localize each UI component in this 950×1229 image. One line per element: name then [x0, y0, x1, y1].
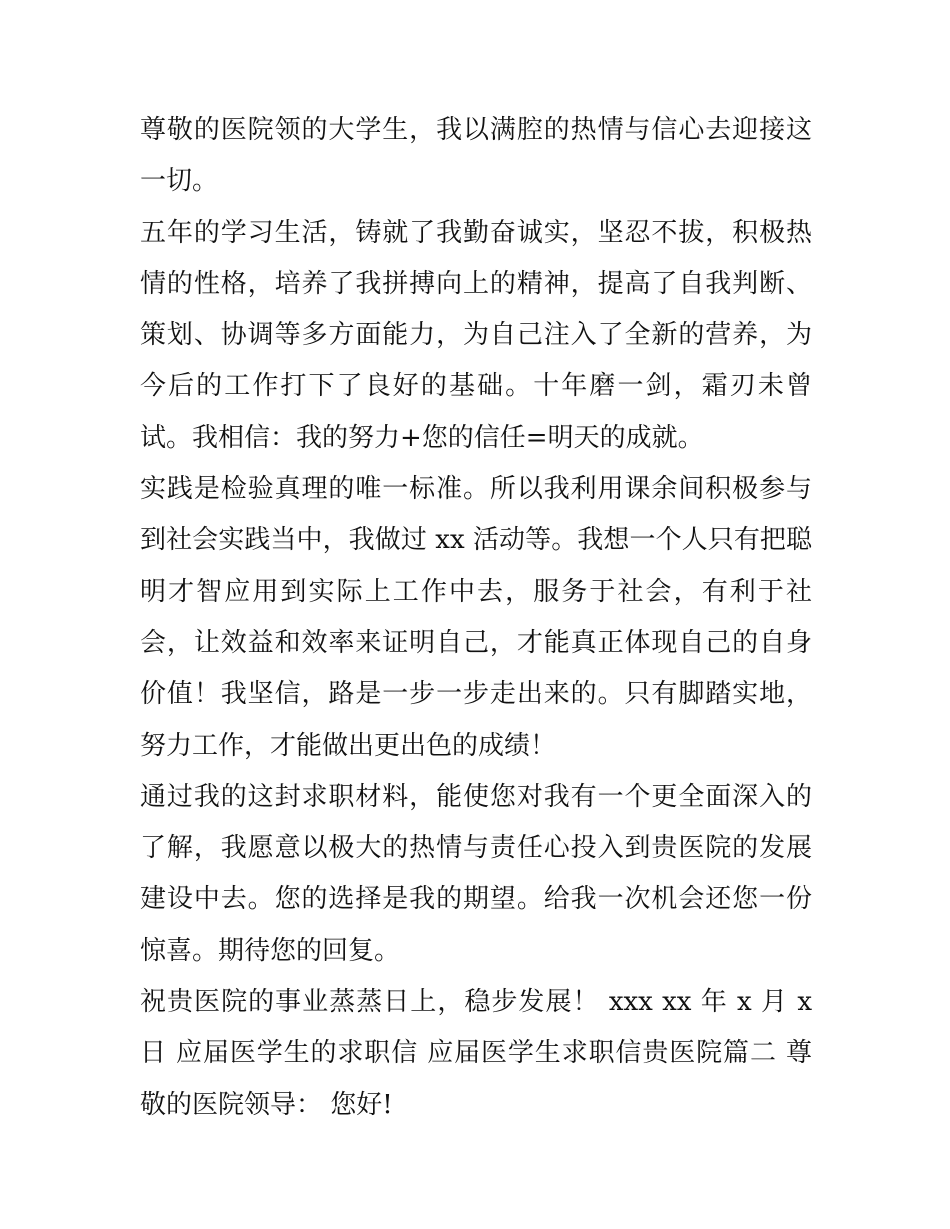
- paragraph-opening: 尊敬的医院领的大学生，我以满腔的热情与信心去迎接这一切。: [140, 115, 812, 197]
- paragraph-request: 通过我的这封求职材料，能使您对我有一个更全面深入的了解，我愿意以极大的热情与责任心投入到贵医院的发展建设中去。您的选择是我的期望。给我一次机会还您一份惊喜。期待您的回复。: [140, 781, 812, 966]
- paragraph-study-life: 五年的学习生活，铸就了我勤奋诚实，坚忍不拔，积极热情的性格，培养了我拼搏向上的精神，提高了自我判断、策划、协调等多方面能力，为自己注入了全新的营养，为今后的工作打下了良好的基础。十年磨一剑，霜刃未曾试。我相信：我的努力+您的信任=明天的成就。: [140, 217, 812, 453]
- paragraph-closing: 祝贵医院的事业蒸蒸日上，稳步发展！ xxx xx 年 x 月 x 日 应届医学生的求职信 应届医学生求职信贵医院篇二 尊敬的医院领导： 您好!: [140, 987, 812, 1120]
- letter-body: [140, 105, 812, 1131]
- paragraph-practice: 实践是检验真理的唯一标准。所以我利用课余间积极参与到社会实践当中，我做过 xx 活动等。我想一个人只有把聪明才智应用到实际上工作中去，服务于社会，有利于社会，让效益和效率来证明自己，才能真正体现自己的自身价值！我坚信，路是一步一步走出来的。只有脚踏实地，努力工作，才能做出更出色的成绩！: [140, 474, 812, 761]
